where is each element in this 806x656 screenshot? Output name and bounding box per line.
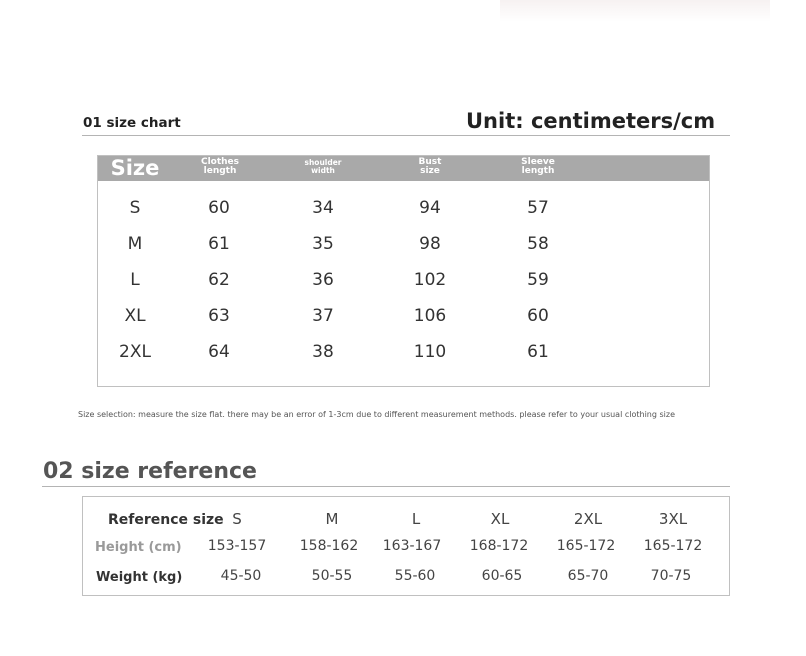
table-cell: 36 <box>312 270 334 290</box>
header-clothes-length-line1: Clothes <box>200 157 240 167</box>
header-clothes-length <box>180 158 260 177</box>
table-cell: 61 <box>208 234 230 254</box>
weight-cell: 65-70 <box>567 568 609 584</box>
table-cell: 37 <box>312 306 334 326</box>
reference-size-cell: 2XL <box>573 510 603 528</box>
reference-size-cell: XL <box>490 510 510 528</box>
header-bust-size-line2: size <box>420 166 440 177</box>
table-cell: 61 <box>527 342 549 362</box>
header-clothes-length-line2: length <box>203 166 237 177</box>
table-cell: M <box>127 234 143 254</box>
header-shoulder-width-line1: shoulder <box>304 158 342 167</box>
height-cell: 168-172 <box>469 538 529 554</box>
table-cell: 59 <box>527 270 549 290</box>
header-bust-size <box>390 158 470 177</box>
table-cell: 35 <box>312 234 334 254</box>
size-chart-title: 01 size chart <box>83 115 181 131</box>
table-cell: 63 <box>208 306 230 326</box>
weight-label: Weight (kg) <box>96 570 183 585</box>
header-bust-size-line1: Bust <box>418 157 442 167</box>
size-reference-table <box>82 496 730 596</box>
size-chart-header <box>98 156 709 181</box>
header-shoulder-width-line2: width <box>311 165 335 175</box>
height-cell: 165-172 <box>556 538 616 554</box>
table-cell: 106 <box>413 306 447 326</box>
header-size: Size <box>110 156 160 180</box>
weight-cell: 70-75 <box>650 568 692 584</box>
reference-size-cell: S <box>232 510 242 528</box>
section2-divider <box>42 486 730 487</box>
top-fade-decoration <box>500 0 770 22</box>
header-sleeve-length-line2: length <box>521 166 555 177</box>
weight-cell: 60-65 <box>481 568 523 584</box>
reference-size-label: Reference size <box>108 512 224 528</box>
table-cell: 102 <box>413 270 447 290</box>
table-cell: 38 <box>312 342 334 362</box>
table-cell: XL <box>124 306 146 326</box>
table-cell: 60 <box>527 306 549 326</box>
weight-cell: 50-55 <box>311 568 353 584</box>
size-reference-title: 02 size reference <box>43 459 257 484</box>
height-cell: 163-167 <box>382 538 442 554</box>
table-cell: 94 <box>419 198 441 218</box>
header-sleeve-length <box>498 158 578 177</box>
weight-cell: 45-50 <box>220 568 262 584</box>
height-cell: 153-157 <box>207 538 267 554</box>
header-sleeve-length-line1: Sleeve <box>521 157 555 167</box>
section1-divider <box>82 135 730 136</box>
table-cell: 110 <box>413 342 447 362</box>
table-cell: L <box>130 270 140 290</box>
size-chart-table <box>97 155 710 387</box>
header-shoulder-width <box>283 159 363 175</box>
height-cell: 165-172 <box>643 538 703 554</box>
table-cell: 60 <box>208 198 230 218</box>
table-cell: 64 <box>208 342 230 362</box>
size-selection-note: Size selection: measure the size flat. there may be an error of 1-3cm due to different measurement methods. please refer to your usual clothing size <box>78 410 675 419</box>
table-cell: 58 <box>527 234 549 254</box>
table-cell: 98 <box>419 234 441 254</box>
reference-size-cell: 3XL <box>658 510 688 528</box>
table-cell: 62 <box>208 270 230 290</box>
height-cell: 158-162 <box>299 538 359 554</box>
table-cell: 34 <box>312 198 334 218</box>
table-cell: 57 <box>527 198 549 218</box>
height-label: Height (cm) <box>95 540 182 555</box>
reference-size-cell: L <box>411 510 421 528</box>
unit-label: Unit: centimeters/cm <box>466 109 716 133</box>
table-cell: S <box>129 198 141 218</box>
reference-size-cell: M <box>325 510 339 528</box>
table-cell: 2XL <box>119 342 151 362</box>
weight-cell: 55-60 <box>394 568 436 584</box>
